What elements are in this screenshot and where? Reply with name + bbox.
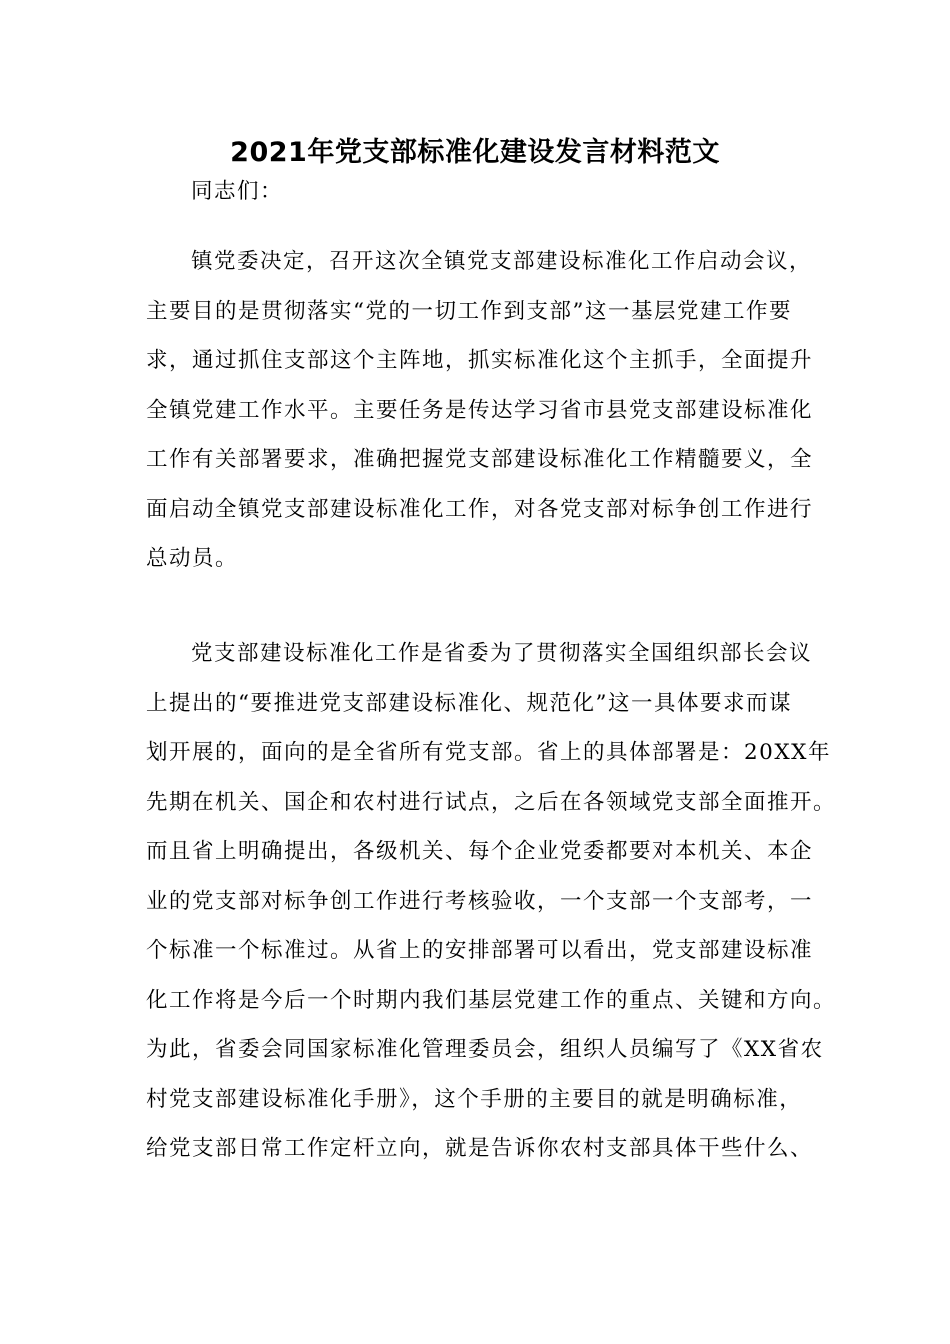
paragraph-line: 村党支部建设标准化手册》，这个手册的主要目的就是明确标准， xyxy=(146,1086,803,1112)
document-title: 2021年党支部标准化建设发言材料范文 xyxy=(230,137,720,168)
paragraph-line: 化工作将是今后一个时期内我们基层党建工作的重点、关键和方向。 xyxy=(146,987,837,1013)
paragraph-line: 求，通过抓住支部这个主阵地，抓实标准化这个主抓手，全面提升 xyxy=(146,348,814,373)
paragraph-line: 业的党支部对标争创工作进行考核验收，一个支部一个支部考，一 xyxy=(146,888,814,914)
paragraph-line: 总动员。 xyxy=(146,546,239,571)
paragraph-line: 工作有关部署要求，准确把握党支部建设标准化工作精髓要义，全 xyxy=(146,447,814,472)
paragraph-line: 而且省上明确提出，各级机关、每个企业党委都要对本机关、本企 xyxy=(146,839,814,864)
paragraph-line: 全镇党建工作水平。主要任务是传达学习省市县党支部建设标准化 xyxy=(146,397,814,423)
paragraph-line: 先期在机关、国企和农村进行试点，之后在各领域党支部全面推开。 xyxy=(146,789,837,815)
paragraph-line: 镇党委决定，召开这次全镇党支部建设标准化工作启动会议， xyxy=(191,249,813,274)
paragraph-1 xyxy=(146,237,814,584)
greeting: 同志们： xyxy=(191,179,284,204)
paragraph-line: 上提出的“要推进党支部建设标准化、规范化”这一具体要求而谋 xyxy=(146,690,792,716)
paragraph-line: 为此，省委会同国家标准化管理委员会，组织人员编写了《XX省农 xyxy=(146,1037,824,1062)
paragraph-line: 个标准一个标准过。从省上的安排部署可以看出，党支部建设标准 xyxy=(146,938,814,963)
paragraph-line: 主要目的是贯彻落实“党的一切工作到支部”这一基层党建工作要 xyxy=(146,298,792,324)
paragraph-2 xyxy=(146,629,837,1174)
paragraph-line: 党支部建设标准化工作是省委为了贯彻落实全国组织部长会议 xyxy=(191,641,813,666)
paragraph-line: 面启动全镇党支部建设标准化工作，对各党支部对标争创工作进行 xyxy=(146,496,814,522)
paragraph-line: 给党支部日常工作定杆立向，就是告诉你农村支部具体干些什么、 xyxy=(146,1136,814,1161)
paragraph-line: 划开展的，面向的是全省所有党支部。省上的具体部署是：20XX年 xyxy=(146,740,831,765)
